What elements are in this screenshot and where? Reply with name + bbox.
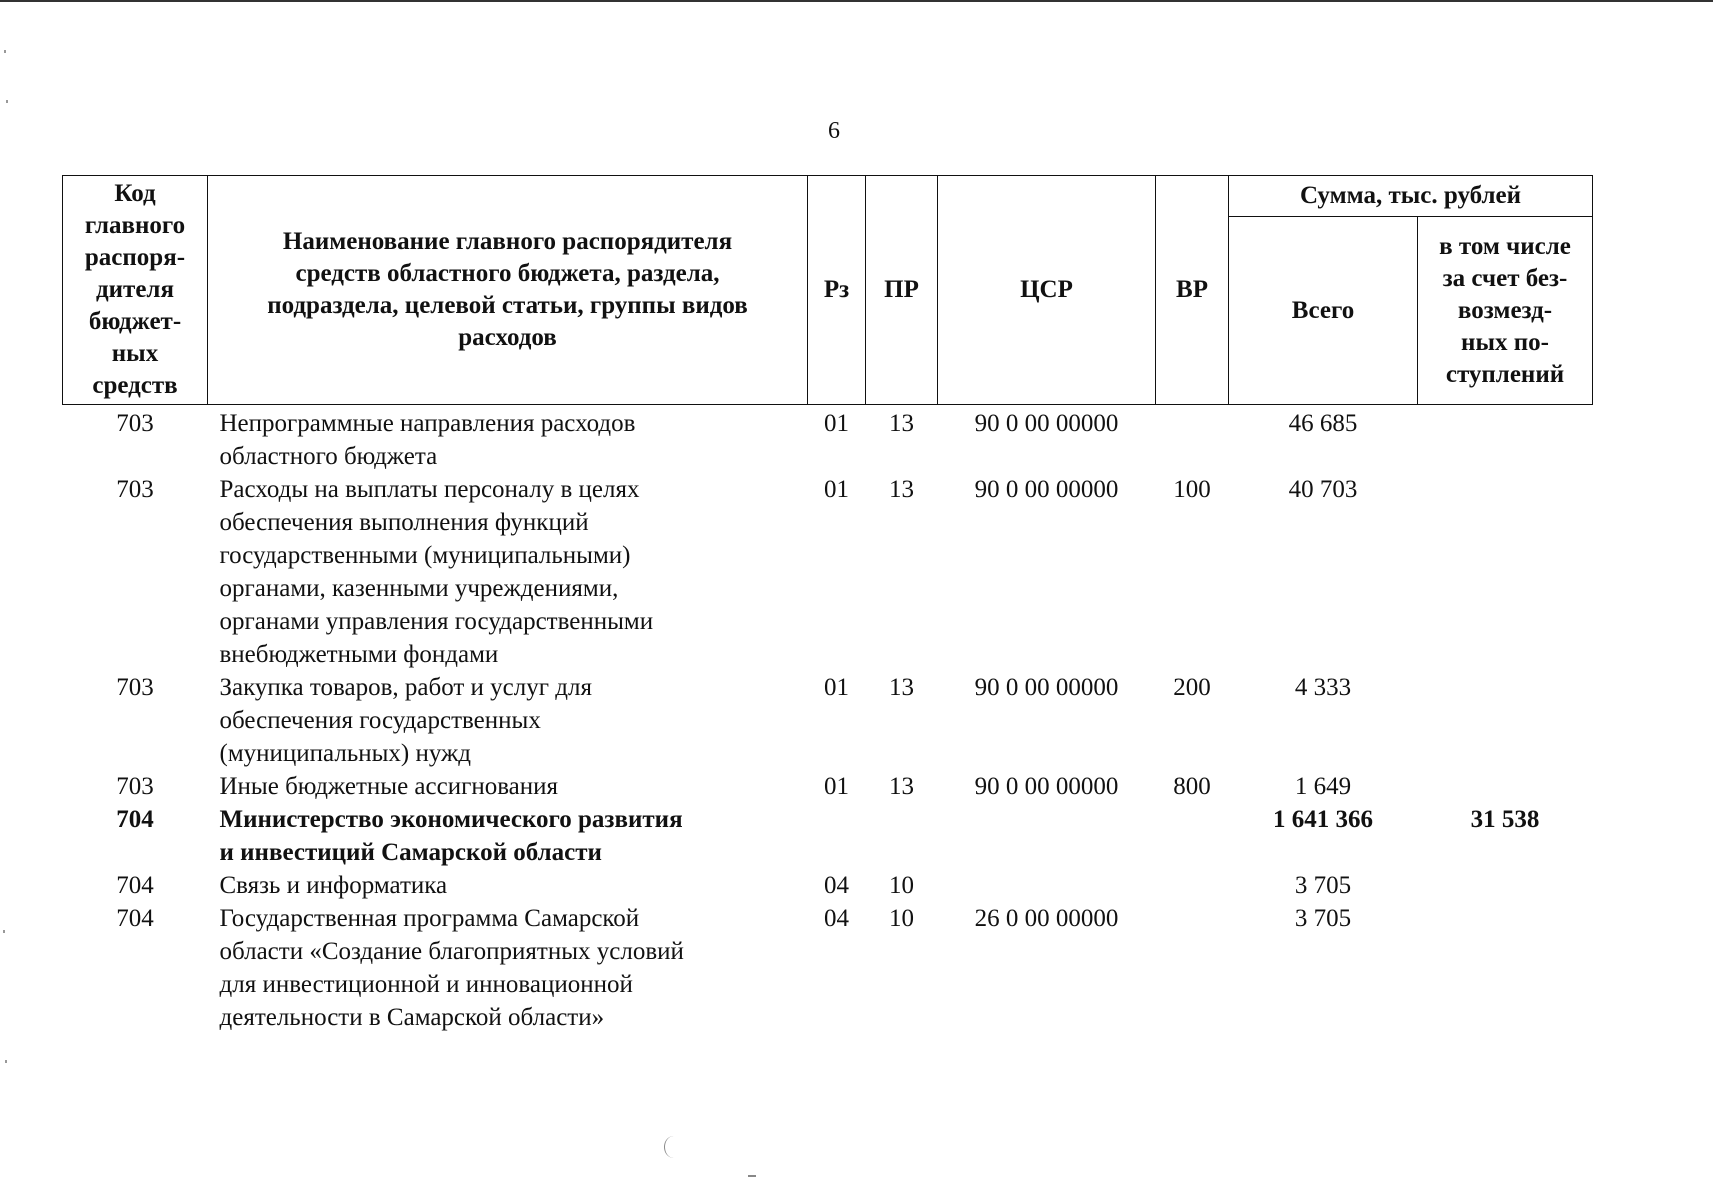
cell-pr: 13 — [889, 773, 914, 800]
header-line: возмезд- — [1457, 296, 1553, 324]
cell-name — [208, 770, 808, 803]
cell-name-line: областного бюджета — [219, 443, 438, 470]
cell-code: 703 — [116, 773, 154, 800]
budget-table — [62, 175, 1593, 1034]
header-line: дителя — [96, 276, 174, 303]
cell-rz: 04 — [824, 905, 849, 932]
table-row — [63, 902, 1593, 1034]
table-header — [63, 176, 1593, 405]
cell-pr: 13 — [889, 674, 914, 701]
cell-gratuitous — [1418, 869, 1593, 902]
cell-total: 3 705 — [1294, 905, 1352, 932]
header-line: подраздела, целевой статьи, группы видов — [267, 292, 748, 319]
header-gratuitous — [1418, 217, 1593, 405]
cell-name-line: внебюджетными фондами — [219, 641, 499, 668]
cell-pr: 10 — [889, 872, 914, 899]
cell-name-line: для инвестиционной и инновационной — [219, 971, 633, 998]
cell-vr — [1156, 803, 1229, 869]
scan-artifact — [6, 100, 8, 103]
cell-rz: 01 — [824, 773, 849, 800]
header-pr: ПР — [866, 176, 938, 405]
header-code — [63, 176, 208, 405]
cell-name-line: Связь и информатика — [219, 872, 448, 899]
header-line: расходов — [458, 324, 557, 351]
scan-artifact — [748, 1175, 756, 1177]
cell-code: 704 — [116, 806, 154, 833]
cell-name-line: органами управления государственными — [219, 608, 654, 635]
cell-name-line: области «Создание благоприятных условий — [219, 938, 684, 965]
cell-name-line: деятельности в Самарской области» — [219, 1004, 605, 1031]
header-vr: ВР — [1156, 176, 1229, 405]
header-sum: Сумма, тыс. рублей — [1229, 176, 1593, 217]
cell-vr: 800 — [1173, 773, 1211, 800]
cell-name — [208, 902, 808, 1034]
cell-name-line: Закупка товаров, работ и услуг для — [219, 674, 592, 701]
cell-vr — [1156, 869, 1229, 902]
cell-csr: 90 0 00 00000 — [974, 773, 1119, 800]
header-csr: ЦСР — [938, 176, 1156, 405]
page-number: 6 — [828, 118, 840, 144]
header-line: ступлений — [1445, 360, 1565, 388]
scan-artifact — [4, 50, 6, 53]
cell-rz — [808, 803, 866, 869]
cell-pr — [866, 803, 938, 869]
cell-gratuitous — [1418, 902, 1593, 1034]
header-line: средств областного бюджета, раздела, — [295, 260, 720, 287]
cell-gratuitous — [1418, 770, 1593, 803]
cell-csr: 90 0 00 00000 — [974, 674, 1119, 701]
table-row — [63, 671, 1593, 770]
cell-total: 3 705 — [1294, 872, 1352, 899]
cell-vr: 100 — [1173, 476, 1211, 503]
cell-name — [208, 869, 808, 902]
header-rz: Рз — [808, 176, 866, 405]
cell-name-line: (муниципальных) нужд — [219, 740, 472, 767]
cell-name-line: государственными (муниципальными) — [219, 542, 631, 569]
header-name — [208, 176, 808, 405]
header-line: главного — [84, 212, 186, 239]
scan-artifact — [5, 1060, 7, 1063]
scan-artifact — [3, 930, 5, 933]
table-row — [63, 770, 1593, 803]
cell-name-line: Министерство экономического развития — [219, 806, 683, 833]
header-line: ных по- — [1461, 328, 1549, 356]
cell-rz: 01 — [824, 410, 849, 437]
cell-rz: 01 — [824, 476, 849, 503]
cell-total: 46 685 — [1288, 410, 1358, 437]
cell-csr: 26 0 00 00000 — [974, 905, 1119, 932]
cell-code: 704 — [116, 905, 154, 932]
header-total: Всего — [1229, 217, 1418, 405]
cell-name-line: обеспечения государственных — [219, 707, 541, 734]
cell-gratuitous — [1418, 405, 1593, 474]
cell-csr: 90 0 00 00000 — [974, 410, 1119, 437]
cell-csr: 90 0 00 00000 — [974, 476, 1119, 503]
cell-vr — [1156, 405, 1229, 474]
cell-total: 1 641 366 — [1273, 806, 1373, 833]
cell-gratuitous — [1418, 473, 1593, 671]
header-line: средств — [92, 372, 178, 399]
cell-name-line: обеспечения выполнения функций — [219, 509, 589, 536]
cell-gratuitous: 31 538 — [1470, 806, 1540, 833]
cell-pr: 13 — [889, 476, 914, 503]
table-body — [63, 405, 1593, 1035]
cell-total: 40 703 — [1288, 476, 1358, 503]
cell-name-line: органами, казенными учреждениями, — [219, 575, 619, 602]
cell-rz: 01 — [824, 674, 849, 701]
cell-name-line: и инвестиций Самарской области — [219, 839, 602, 866]
scan-top-edge — [0, 0, 1713, 2]
cell-vr — [1156, 902, 1229, 1034]
table-row — [63, 473, 1593, 671]
table-row — [63, 405, 1593, 474]
cell-total: 1 649 — [1294, 773, 1352, 800]
scan-artifact — [664, 1136, 683, 1158]
cell-rz: 04 — [824, 872, 849, 899]
header-line: в том числе — [1439, 232, 1571, 260]
cell-code: 703 — [116, 476, 154, 503]
header-line: Код — [114, 180, 156, 207]
cell-name — [208, 473, 808, 671]
cell-csr — [938, 869, 1156, 902]
cell-csr — [938, 803, 1156, 869]
header-line: Наименование главного распорядителя — [282, 228, 733, 255]
cell-pr: 13 — [889, 410, 914, 437]
cell-code: 703 — [116, 410, 154, 437]
header-line: бюджет- — [88, 308, 182, 335]
cell-name — [208, 405, 808, 474]
cell-name-line: Иные бюджетные ассигнования — [219, 773, 559, 800]
cell-total: 4 333 — [1294, 674, 1352, 701]
cell-name-line: Государственная программа Самарской — [219, 905, 640, 932]
cell-pr: 10 — [889, 905, 914, 932]
table-row — [63, 803, 1593, 869]
header-line: распоря- — [84, 244, 186, 271]
cell-name-line: Непрограммные направления расходов — [219, 410, 636, 437]
cell-code: 704 — [116, 872, 154, 899]
cell-name — [208, 803, 808, 869]
cell-code: 703 — [116, 674, 154, 701]
header-line: за счет без- — [1442, 264, 1568, 292]
cell-gratuitous — [1418, 671, 1593, 770]
cell-name-line: Расходы на выплаты персоналу в целях — [219, 476, 640, 503]
cell-name — [208, 671, 808, 770]
header-line: ных — [111, 340, 159, 367]
cell-vr: 200 — [1173, 674, 1211, 701]
table-row — [63, 869, 1593, 902]
